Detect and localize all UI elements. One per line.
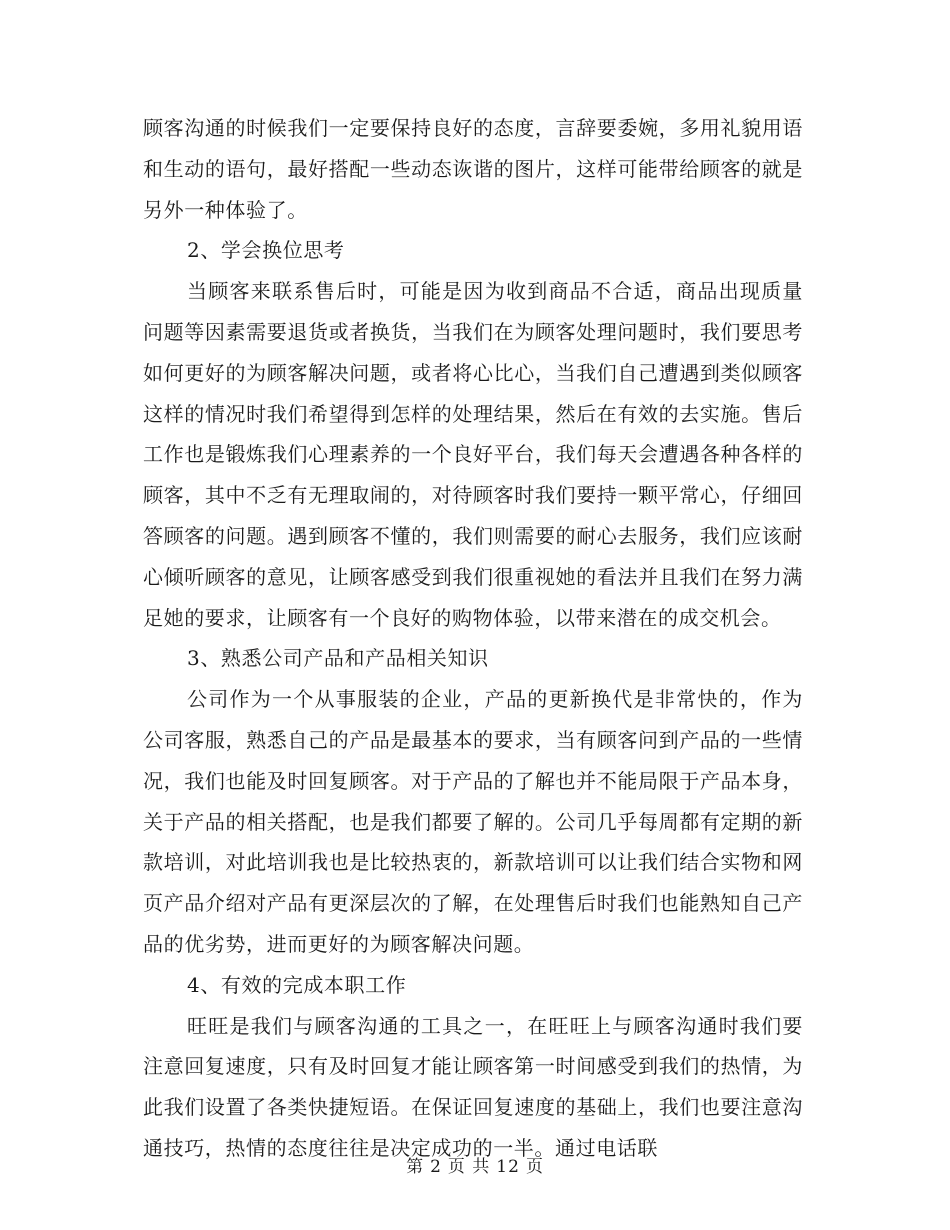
page-body bbox=[143, 108, 803, 1169]
footer-prefix: 第 bbox=[406, 1157, 425, 1177]
footer-middle: 页 共 bbox=[447, 1157, 491, 1177]
section-heading-job-duties: 4、有效的完成本职工作 bbox=[187, 972, 407, 997]
paragraph-product-knowledge: 公司作为一个从事服装的企业，产品的更新换代是非常快的，作为公司客服，熟悉自己的产品是最基本的要求，当有顾客问到产品的一些情况，我们也能及时回复顾客。对于产品的了解也并不能局限于产品本身，关于产品的相关搭配，也是我们都要了解的。公司几乎每周都有定期的新款培训，对此培训我也是比较热衷的，新款培训可以让我们结合实物和网页产品介绍对产品有更深层次的了解，在处理售后时我们也能熟知自己产品的优劣势，进而更好的为顾客解决问题。 bbox=[143, 687, 803, 956]
paragraph-job-duties: 旺旺是我们与顾客沟通的工具之一，在旺旺上与顾客沟通时我们要注意回复速度，只有及时回复才能让顾客第一时间感受到我们的热情，为此我们设置了各类快捷短语。在保证回复速度的基础上，我们也要注意沟通技巧，热情的态度往往是决定成功的一半。通过电话联 bbox=[143, 1013, 803, 1160]
paragraph-continued-text: 顾客沟通的时候我们一定要保持良好的态度，言辞要委婉，多用礼貌用语和生动的语句，最好搭配一些动态诙谐的图片，这样可能带给顾客的就是另外一种体验了。 bbox=[143, 116, 803, 222]
page-footer bbox=[0, 1152, 950, 1177]
paragraph-empathy: 当顾客来联系售后时，可能是因为收到商品不合适，商品出现质量问题等因素需要退货或者换货，当我们在为顾客处理问题时，我们要思考如何更好的为顾客解决问题，或者将心比心，当我们自己遭遇到类似顾客这样的情况时我们希望得到怎样的处理结果，然后在有效的去实施。售后工作也是锻炼我们心理素养的一个良好平台，我们每天会遭遇各种各样的顾客，其中不乏有无理取闹的，对待顾客时我们要持一颗平常心，仔细回答顾客的问题。遇到顾客不懂的，我们则需要的耐心去服务，我们应该耐心倾听顾客的意见，让顾客感受到我们很重视她的看法并且我们在努力满足她的要求，让顾客有一个良好的购物体验，以带来潜在的成交机会。 bbox=[143, 279, 803, 630]
section-heading-empathy: 2、学会换位思考 bbox=[187, 238, 345, 263]
footer-page-number: 2 bbox=[430, 1157, 442, 1177]
footer-suffix: 页 bbox=[525, 1157, 544, 1177]
footer-total-pages: 12 bbox=[496, 1157, 520, 1177]
section-heading-product-knowledge: 3、熟悉公司产品和产品相关知识 bbox=[187, 646, 489, 671]
